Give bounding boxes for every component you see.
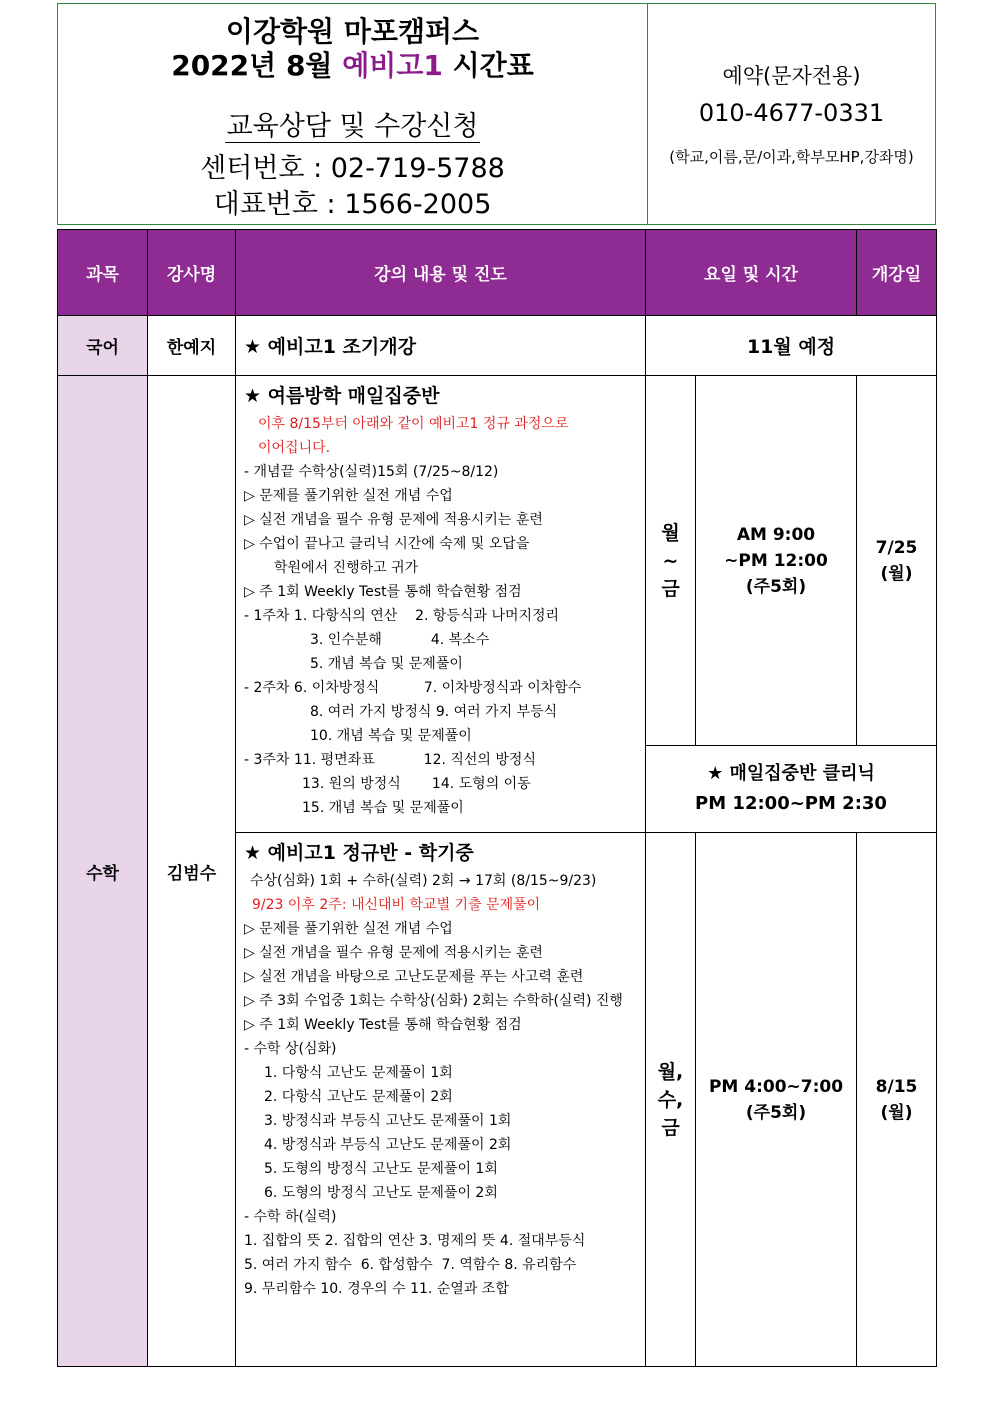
subject-math: 수학 (58, 376, 148, 1367)
list-item: 10. 개념 복습 및 문제풀이 (310, 728, 472, 744)
list-item: ▷ 주 1회 Weekly Test를 통해 학습현황 점검 (244, 584, 522, 600)
academy-title: 이강학원 마포캠퍼스 (225, 15, 480, 48)
col-content: 강의 내용 및 진도 (236, 230, 646, 316)
list-item: ▷ 실전 개념을 필수 유형 문제에 적용시키는 훈련 (244, 945, 543, 961)
reservation-note: (학교,이름,문/이과,학부모HP,강좌명) (669, 148, 914, 166)
regular-note: 9/23 이후 2주: 내신대비 학교별 기출 문제풀이 (252, 897, 541, 913)
list-item: ▷ 문제를 풀기위한 실전 개념 수업 (244, 488, 453, 504)
timetable (57, 229, 937, 1367)
timetable-title (58, 50, 647, 82)
table-row (58, 376, 937, 746)
list-item: - 3주차 11. 평면좌표 12. 직선의 방정식 (244, 752, 536, 768)
list-item: 3. 인수분해 4. 복소수 (310, 632, 490, 648)
header-box (57, 3, 936, 225)
summer-time: AM 9:00 ~PM 12:00 (주5회) (696, 376, 857, 746)
list-item: 5. 여러 가지 함수 6. 합성함수 7. 역함수 8. 유리함수 (244, 1257, 577, 1273)
korean-content: ★ 예비고1 조기개강 (236, 316, 646, 376)
regular-course-title: ★ 예비고1 정규반 - 학기중 (244, 842, 474, 864)
list-item: - 1주차 1. 다항식의 연산 2. 항등식과 나머지정리 (244, 608, 560, 624)
clinic-info: ★ 매일집중반 클리닉 PM 12:00~PM 2:30 (646, 746, 937, 833)
list-item: 15. 개념 복습 및 문제풀이 (302, 800, 464, 816)
subject-korean: 국어 (58, 316, 148, 376)
list-item: 학원에서 진행하고 귀가 (274, 560, 419, 576)
list-item: 5. 개념 복습 및 문제풀이 (310, 656, 463, 672)
col-schedule: 요일 및 시간 (646, 230, 857, 316)
regular-time: PM 4:00~7:00 (주5회) (696, 833, 857, 1367)
table-row (58, 316, 937, 376)
list-item: 5. 도형의 방정식 고난도 문제풀이 1회 (264, 1161, 498, 1177)
list-item: - 수학 하(실력) (244, 1209, 337, 1225)
title-suffix: 시간표 (442, 49, 534, 82)
list-item: 13. 원의 방정식 14. 도형의 이동 (302, 776, 531, 792)
summer-course-content (236, 376, 646, 833)
summer-note: 이어집니다. (258, 440, 331, 456)
list-item: 1. 다항식 고난도 문제풀이 1회 (264, 1065, 453, 1081)
regular-days: 월, 수, 금 (646, 833, 696, 1367)
list-item: ▷ 문제를 풀기위한 실전 개념 수업 (244, 921, 453, 937)
summer-course-title: ★ 여름방학 매일집중반 (244, 385, 440, 407)
reservation-block (648, 4, 935, 224)
summer-note: 이후 8/15부터 아래와 같이 예비고1 정규 과정으로 (258, 416, 569, 432)
regular-start-date: 8/15 (월) (857, 833, 937, 1367)
title-grade: 예비고1 (342, 49, 443, 82)
list-item: 2. 다항식 고난도 문제풀이 2회 (264, 1089, 453, 1105)
header-title-block (58, 4, 648, 224)
consult-heading: 교육상담 및 수강신청 (226, 111, 479, 142)
col-teacher: 강사명 (148, 230, 236, 316)
list-item: - 2주차 6. 이차방정식 7. 이차방정식과 이차함수 (244, 680, 582, 696)
main-phone: 대표번호 : 1566-2005 (213, 189, 492, 220)
title-month: 2022년 8월 (171, 49, 343, 82)
col-start: 개강일 (857, 230, 937, 316)
regular-course-content (236, 833, 646, 1367)
teacher-math: 김범수 (148, 376, 236, 1367)
col-subject: 과목 (58, 230, 148, 316)
list-item: - 개념끝 수학상(실력)15회 (7/25~8/12) (244, 464, 499, 480)
list-item: ▷ 실전 개념을 바탕으로 고난도문제를 푸는 사고력 훈련 (244, 969, 584, 985)
reservation-phone: 010-4677-0331 (698, 99, 885, 127)
list-item: ▷ 주 3회 수업중 1회는 수학상(심화) 2회는 수학하(실력) 진행 (244, 993, 623, 1009)
center-phone: 센터번호 : 02-719-5788 (200, 153, 505, 184)
list-item: 1. 집합의 뜻 2. 집합의 연산 3. 명제의 뜻 4. 절대부등식 (244, 1233, 586, 1249)
table-header-row (58, 230, 937, 316)
list-item: ▷ 실전 개념을 필수 유형 문제에 적용시키는 훈련 (244, 512, 543, 528)
list-item: 9. 무리함수 10. 경우의 수 11. 순열과 조합 (244, 1281, 509, 1297)
list-item: ▷ 주 1회 Weekly Test를 통해 학습현황 점검 (244, 1017, 522, 1033)
list-item: 8. 여러 가지 방정식 9. 여러 가지 부등식 (310, 704, 558, 720)
list-item: 4. 방정식과 부등식 고난도 문제풀이 2회 (264, 1137, 512, 1153)
list-item: - 수학 상(심화) (244, 1041, 337, 1057)
reservation-label: 예약(문자전용) (722, 64, 861, 88)
list-item: 3. 방정식과 부등식 고난도 문제풀이 1회 (264, 1113, 512, 1129)
summer-days: 월 ~ 금 (646, 376, 696, 746)
summer-start-date: 7/25 (월) (857, 376, 937, 746)
regular-sub: 수상(심화) 1회 + 수하(실력) 2회 → 17회 (8/15~9/23) (250, 873, 597, 889)
list-item: ▷ 수업이 끝나고 클리닉 시간에 숙제 및 오답을 (244, 536, 530, 552)
list-item: 6. 도형의 방정식 고난도 문제풀이 2회 (264, 1185, 498, 1201)
teacher-korean: 한예지 (148, 316, 236, 376)
korean-schedule: 11월 예정 (646, 316, 937, 376)
